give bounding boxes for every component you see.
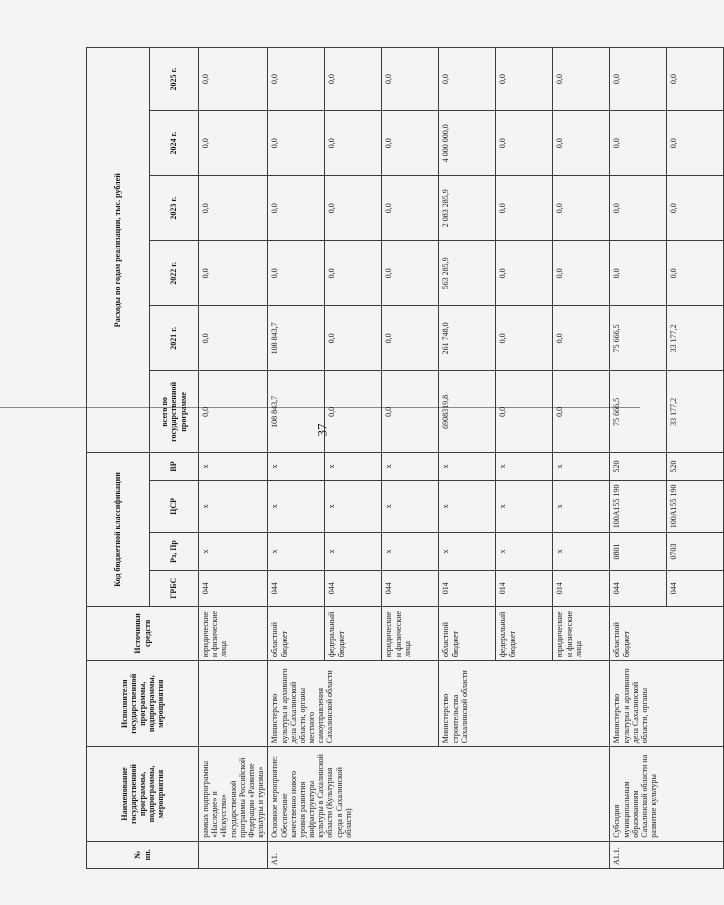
header-2023: 2023 г. — [150, 176, 199, 241]
cell-2023: 0,0 — [553, 176, 610, 241]
cell-2025: 0,0 — [439, 48, 496, 111]
cell-vr: х — [268, 453, 325, 480]
cell-rzpr: 0703 — [667, 533, 724, 571]
cell-csr: х — [553, 480, 610, 532]
cell-vr: 520 — [667, 453, 724, 480]
cell-csr: х — [268, 480, 325, 532]
cell-2021: 33 177,2 — [667, 306, 724, 371]
cell-vr: х — [553, 453, 610, 480]
cell-2024: 0,0 — [199, 111, 268, 176]
cell-2021: 108 843,7 — [268, 306, 325, 371]
cell-grbs: 014 — [439, 570, 496, 606]
cell-rzpr: х — [496, 533, 553, 571]
cell-name: Основное мероприятие: Обеспечение качественно нового уровня развития инфраструктуры культуры в Сахалинской области (Культурная среда в Сахалинской области) — [268, 747, 610, 841]
cell-vr: х — [439, 453, 496, 480]
cell-2022: 0,0 — [610, 241, 667, 306]
cell-source: областной бюджет — [610, 606, 724, 661]
cell-2023: 0,0 — [268, 176, 325, 241]
table-row — [268, 48, 325, 869]
header-rzpr: Рз, Пр — [150, 533, 199, 571]
header-name: Наименование государственной программы, подпрограммы, мероприятия — [87, 747, 199, 841]
cell-vr: х — [382, 453, 439, 480]
header-executor: Исполнители государственной программы, подпрограммы, мероприятия — [87, 661, 199, 747]
cell-2023: 2 083 285,9 — [439, 176, 496, 241]
cell-2024: 0,0 — [496, 111, 553, 176]
cell-2021: 0,0 — [496, 306, 553, 371]
cell-2024: 0,0 — [268, 111, 325, 176]
cell-num: А1.1. — [610, 841, 724, 868]
header-vr: ВР — [150, 453, 199, 480]
cell-executor: Министерство культуры и архивного дела Сахалинской области, органы местного самоуправления Сахалинской области — [268, 661, 439, 747]
header-2024: 2024 г. — [150, 111, 199, 176]
header-2025: 2025 г. — [150, 48, 199, 111]
cell-total: 33 177,2 — [667, 371, 724, 453]
cell-2023: 0,0 — [382, 176, 439, 241]
header-total: всего по государственной программе — [150, 371, 199, 453]
header-source: Источники средств — [87, 606, 199, 661]
cell-vr: х — [199, 453, 268, 480]
cell-vr: 520 — [610, 453, 667, 480]
cell-name: рамках подпрограммы «Наследие» и «Искусство» государственной программы Российской Федерации «Развитие культуры и туризма» — [199, 747, 268, 841]
cell-2025: 0,0 — [325, 48, 382, 111]
cell-2025: 0,0 — [382, 48, 439, 111]
header-2021: 2021 г. — [150, 306, 199, 371]
cell-source: юридические и физические лица — [382, 606, 439, 661]
cell-2021: 0,0 — [199, 306, 268, 371]
cell-grbs: 044 — [667, 570, 724, 606]
table-row — [439, 48, 496, 869]
cell-2022: 0,0 — [268, 241, 325, 306]
rotated-table-sheet — [86, 47, 679, 869]
header-kbk-group: Код бюджетной классификации — [87, 453, 150, 606]
cell-2023: 0,0 — [667, 176, 724, 241]
cell-2021: 0,0 — [553, 306, 610, 371]
cell-total: 75 666,5 — [610, 371, 667, 453]
table-row — [610, 48, 667, 869]
cell-2024: 4 000 000,0 — [439, 111, 496, 176]
cell-2022: 563 285,9 — [439, 241, 496, 306]
cell-2025: 0,0 — [496, 48, 553, 111]
cell-rzpr: х — [268, 533, 325, 571]
cell-csr: х — [496, 480, 553, 532]
cell-rzpr: х — [439, 533, 496, 571]
cell-csr: 100А155 190 — [667, 480, 724, 532]
cell-name: Субсидия муниципальным образованиям Сахалинской области на развитие культуры — [610, 747, 724, 841]
cell-2024: 0,0 — [610, 111, 667, 176]
cell-total: 108 843,7 — [268, 371, 325, 453]
cell-2022: 0,0 — [496, 241, 553, 306]
cell-2022: 0,0 — [382, 241, 439, 306]
cell-2021: 75 666,5 — [610, 306, 667, 371]
cell-2021: 0,0 — [325, 306, 382, 371]
cell-2022: 0,0 — [199, 241, 268, 306]
cell-vr: х — [496, 453, 553, 480]
cell-csr: х — [325, 480, 382, 532]
cell-grbs: 044 — [199, 570, 268, 606]
cell-csr: х — [382, 480, 439, 532]
cell-grbs: 044 — [382, 570, 439, 606]
header-expenses-group: Расходы по годам реализации, тыс. рублей — [87, 48, 150, 453]
cell-rzpr: х — [382, 533, 439, 571]
cell-2024: 0,0 — [667, 111, 724, 176]
cell-num: А1. — [268, 841, 610, 868]
cell-csr: х — [199, 480, 268, 532]
cell-2025: 0,0 — [268, 48, 325, 111]
cell-total: 0,0 — [325, 371, 382, 453]
cell-2022: 0,0 — [553, 241, 610, 306]
cell-2023: 0,0 — [496, 176, 553, 241]
cell-grbs: 044 — [610, 570, 667, 606]
cell-2023: 0,0 — [199, 176, 268, 241]
cell-grbs: 044 — [325, 570, 382, 606]
cell-num — [199, 841, 268, 868]
cell-rzpr: х — [553, 533, 610, 571]
cell-grbs: 014 — [553, 570, 610, 606]
cell-2022: 0,0 — [325, 241, 382, 306]
cell-2024: 0,0 — [325, 111, 382, 176]
cell-vr: х — [325, 453, 382, 480]
page-number: 37 — [314, 423, 330, 437]
cell-2021: 0,0 — [382, 306, 439, 371]
cell-csr: х — [439, 480, 496, 532]
cell-2023: 0,0 — [325, 176, 382, 241]
cell-source: юридические и физические лица — [199, 606, 268, 661]
cell-source: областной бюджет — [268, 606, 325, 661]
header-num: № пп. — [87, 841, 199, 868]
cell-total: 0,0 — [382, 371, 439, 453]
cell-total: 0,0 — [199, 371, 268, 453]
cell-rzpr: х — [199, 533, 268, 571]
cell-source: юридические и физические лица — [553, 606, 610, 661]
cell-2023: 0,0 — [610, 176, 667, 241]
cell-rzpr: 0801 — [610, 533, 667, 571]
cell-executor: Министерство строительства Сахалинской области — [439, 661, 610, 747]
cell-rzpr: х — [325, 533, 382, 571]
header-2022: 2022 г. — [150, 241, 199, 306]
cell-2024: 0,0 — [382, 111, 439, 176]
cell-2025: 0,0 — [610, 48, 667, 111]
cell-csr: 100А155 190 — [610, 480, 667, 532]
cell-2025: 0,0 — [199, 48, 268, 111]
cell-2021: 261 748,0 — [439, 306, 496, 371]
budget-table — [86, 47, 724, 869]
cell-2022: 0,0 — [667, 241, 724, 306]
cell-executor: Министерство культуры и архивного дела Сахалинской области, органы — [610, 661, 724, 747]
cell-grbs: 014 — [496, 570, 553, 606]
cell-total: 6908319,8 — [439, 371, 496, 453]
table-row — [199, 48, 268, 869]
cell-source: областной бюджет — [439, 606, 496, 661]
cell-2024: 0,0 — [553, 111, 610, 176]
header-grbs: ГРБС — [150, 570, 199, 606]
cell-total: 0,0 — [496, 371, 553, 453]
cell-grbs: 044 — [268, 570, 325, 606]
cell-2025: 0,0 — [553, 48, 610, 111]
header-csr: ЦСР — [150, 480, 199, 532]
cell-source: федеральный бюджет — [325, 606, 382, 661]
cell-2025: 0,0 — [667, 48, 724, 111]
cell-executor — [199, 661, 268, 747]
cell-source: федеральный бюджет — [496, 606, 553, 661]
cell-total: 0,0 — [553, 371, 610, 453]
